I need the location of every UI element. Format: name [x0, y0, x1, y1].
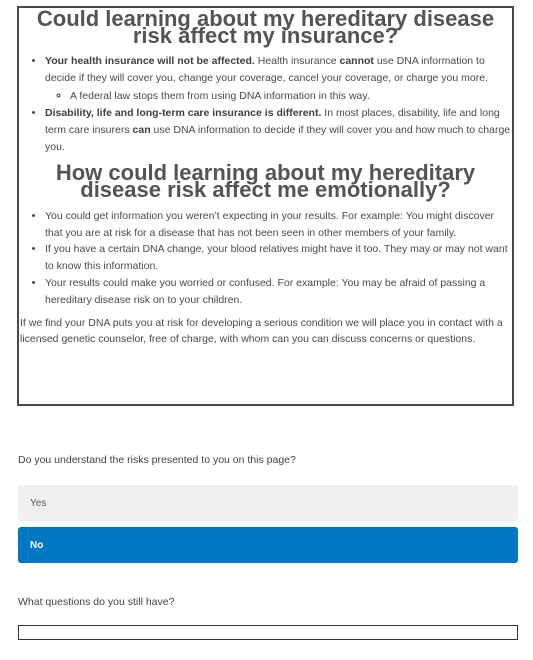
- questions-input[interactable]: [18, 625, 518, 640]
- emotional-list: [19, 208, 512, 309]
- list-item: • Your results could make you worried or confused. For example: You may be afraid of passing a hereditary disease risk on to your children.: [45, 275, 512, 309]
- insurance-list: [19, 53, 512, 156]
- list-item: [45, 105, 512, 155]
- item-text: Health insurance: [254, 55, 340, 67]
- bold-text: Your health insurance will not be affected.: [45, 55, 255, 67]
- item-text: use DNA information to decide if they will cover you and how much to charge you.: [45, 124, 511, 153]
- closing-paragraph: If we find your DNA puts you at risk for developing a serious condition we will place you in contact with a licensed genetic counselor, free of charge, with whom can you can discuss concerns or questions.: [20, 316, 503, 346]
- bold-text: cannot: [339, 55, 374, 67]
- insurance-heading: Could learning about my hereditary disease risk affect my insurance?: [36, 6, 495, 48]
- sub-list-item: ◦ A federal law stops them from using DNA information in this way.: [70, 88, 512, 105]
- list-item: [45, 53, 512, 104]
- bold-text: can: [132, 124, 151, 137]
- info-panel: [17, 6, 514, 406]
- sub-list: [45, 88, 512, 105]
- bold-text: Disability, life and long-term care insurance is different.: [45, 107, 322, 120]
- option-yes-button[interactable]: Yes: [18, 485, 518, 521]
- option-no-button[interactable]: No: [18, 527, 518, 563]
- question-understand-label: Do you understand the risks presented to you on this page?: [18, 454, 296, 466]
- item-text: In most places, disability, life and long term care insurers: [45, 107, 500, 137]
- list-item: • You could get information you weren’t expecting in your results. For example: You might discover that you are at risk for a disease that has not been seen in other members of your family.: [45, 208, 512, 242]
- question-remaining-label: What questions do you still have?: [18, 596, 175, 608]
- item-text: use DNA information to decide if they will cover you, change your coverage, cancel your coverage, or charge you more.: [45, 55, 488, 84]
- emotional-heading: How could learning about my hereditary disease risk affect me emotionally?: [55, 159, 476, 202]
- list-item: • If you have a certain DNA change, your blood relatives might have it too. They may or may not want to know this information.: [45, 241, 512, 275]
